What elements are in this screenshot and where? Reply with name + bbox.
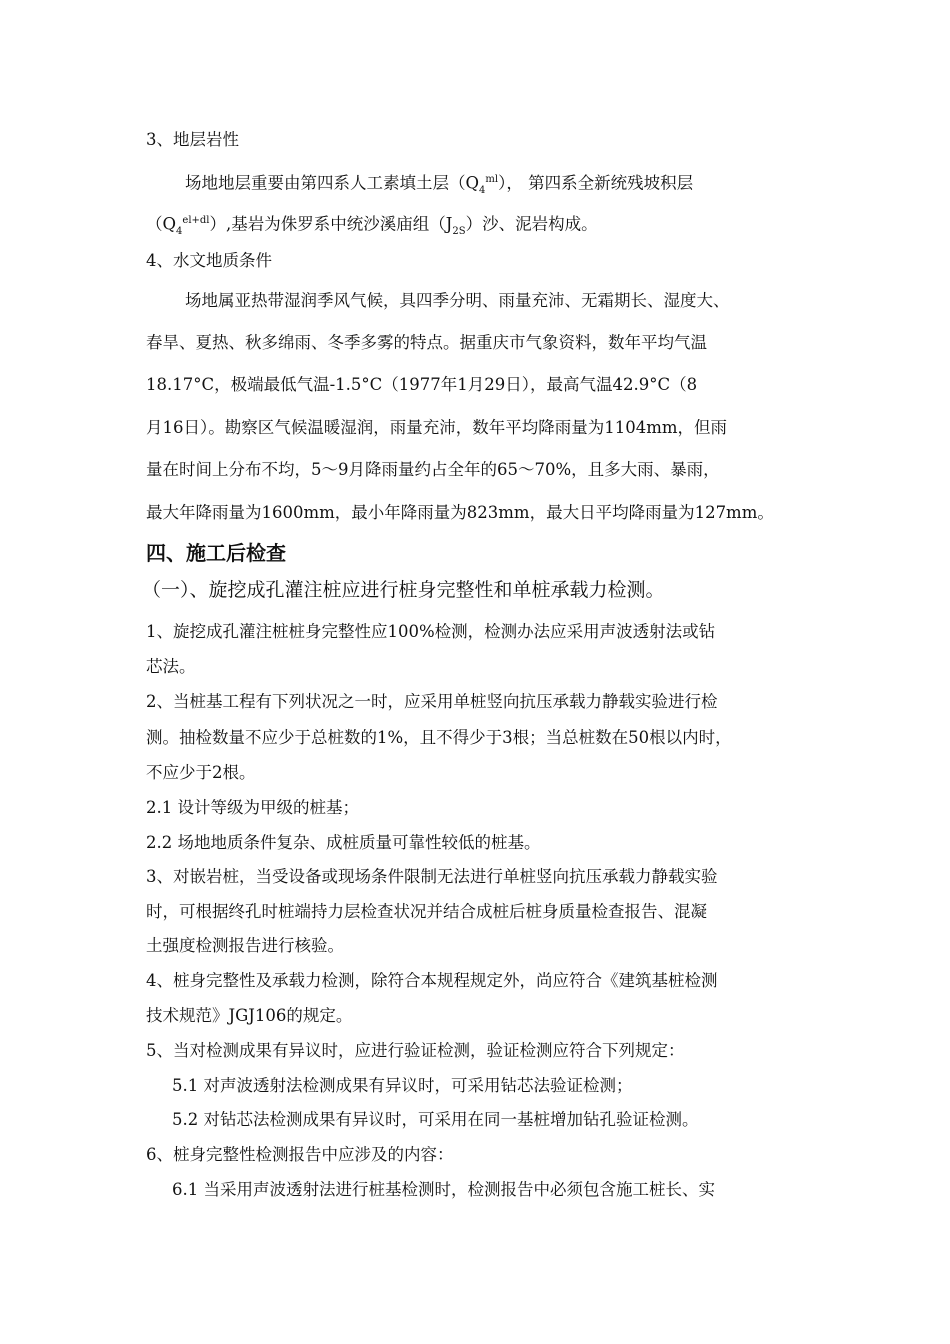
- subscript: 2S: [452, 225, 466, 237]
- text: 4、水文地质条件: [146, 251, 272, 270]
- section-heading-hydrology: [146, 250, 272, 272]
- text: 量在时间上分布不均，5～9月降雨量约占全年的65～70%，且多大雨、暴雨，: [146, 460, 720, 479]
- text: 测。抽检数量不应少于总桩数的1%，且不得少于3根；当总桩数在50根以内时，: [146, 728, 732, 747]
- text: 1、旋挖成孔灌注桩桩身完整性应100%检测，检测办法应采用声波透射法或钻: [146, 622, 716, 641]
- text: ）,基岩为侏罗系中统沙溪庙组（J: [209, 214, 453, 234]
- paragraph-line: [172, 1075, 633, 1097]
- text: 场地属亚热带湿润季风气候，具四季分明、雨量充沛、无霜期长、湿度大、: [185, 291, 730, 310]
- text: 6、桩身完整性检测报告中应涉及的内容：: [146, 1145, 454, 1164]
- text: 土强度检测报告进行核验。: [146, 936, 344, 955]
- text: （Q: [146, 214, 177, 234]
- paragraph-line: [146, 210, 598, 243]
- text: 四、施工后检查: [146, 541, 286, 565]
- paragraph-line: [146, 374, 697, 396]
- text: 2.1 设计等级为甲级的桩基；: [146, 798, 359, 817]
- text: 5、当对检测成果有异议时，应进行验证检测，验证检测应符合下列规定：: [146, 1041, 685, 1060]
- paragraph-line: [146, 727, 732, 749]
- paragraph-line: [146, 762, 256, 784]
- chapter-heading: [146, 540, 286, 566]
- paragraph-line: [146, 656, 196, 678]
- text: 3、地层岩性: [146, 130, 239, 149]
- superscript: ml: [485, 174, 499, 185]
- text: 最大年降雨量为1600mm，最小年降雨量为823mm，最大日平均降雨量为127mm。: [146, 503, 774, 522]
- paragraph-line: [172, 1109, 699, 1131]
- paragraph-line: [146, 459, 720, 481]
- text: 月16日）。勘察区气候温暖湿润，雨量充沛，数年平均降雨量为1104mm，但雨: [146, 418, 728, 437]
- paragraph-line: [146, 1005, 352, 1027]
- paragraph-line: [185, 290, 730, 312]
- text: ）沙、泥岩构成。: [465, 214, 598, 234]
- text: 6.1 当采用声波透射法进行桩基检测时，检测报告中必须包含施工桩长、实: [172, 1180, 715, 1199]
- text: 5.2 对钻芯法检测成果有异议时，可采用在同一基桩增加钻孔验证检测。: [172, 1110, 699, 1129]
- text: 2.2 场地地质条件复杂、成桩质量可靠性较低的桩基。: [146, 833, 541, 852]
- section-heading-strata: [146, 129, 239, 151]
- text: 时，可根据终孔时桩端持力层检查状况并结合成桩后桩身质量检查报告、混凝: [146, 902, 707, 921]
- text: 技术规范》JGJ106的规定。: [146, 1006, 353, 1025]
- paragraph-line: [146, 1144, 454, 1166]
- paragraph-line: [146, 832, 541, 854]
- sub-heading: [142, 578, 665, 602]
- text: 春旱、夏热、秋多绵雨、冬季多雾的特点。据重庆市气象资料，数年平均气温: [146, 333, 707, 352]
- text: 场地地层重要由第四系人工素填土层（Q: [185, 173, 480, 193]
- paragraph-line: [146, 901, 707, 923]
- paragraph-line: [146, 970, 718, 992]
- paragraph-line: [146, 332, 707, 354]
- text: 2、当桩基工程有下列状况之一时，应采用单桩竖向抗压承载力静载实验进行检: [146, 692, 718, 711]
- paragraph-line: [146, 691, 718, 713]
- paragraph-line: [146, 935, 344, 957]
- text: 18.17°C，极端最低气温-1.5°C（1977年1月29日），最高气温42.9°C（8: [146, 375, 698, 394]
- text: 不应少于2根。: [146, 763, 256, 782]
- paragraph-line: [146, 1040, 685, 1062]
- paragraph-line: [146, 797, 359, 819]
- text: ）， 第四系全新统残坡积层: [498, 173, 694, 193]
- text: 4、桩身完整性及承载力检测，除符合本规程规定外，尚应符合《建筑基桩检测: [146, 971, 718, 990]
- text: 芯法。: [146, 657, 196, 676]
- paragraph-line: [185, 169, 693, 202]
- subscript: 4: [479, 184, 486, 196]
- paragraph-line: [146, 417, 727, 439]
- superscript: el+dl: [182, 215, 210, 226]
- subscript: 4: [176, 225, 183, 237]
- text: 5.1 对声波透射法检测成果有异议时，可采用钻芯法验证检测；: [172, 1076, 633, 1095]
- text: 3、对嵌岩桩，当受设备或现场条件限制无法进行单桩竖向抗压承载力静载实验: [146, 867, 718, 886]
- paragraph-line: [146, 621, 715, 643]
- paragraph-line: [146, 502, 774, 524]
- paragraph-line: [172, 1179, 715, 1201]
- text: （一）、旋挖成孔灌注桩应进行桩身完整性和单桩承载力检测。: [142, 579, 665, 601]
- paragraph-line: [146, 866, 718, 888]
